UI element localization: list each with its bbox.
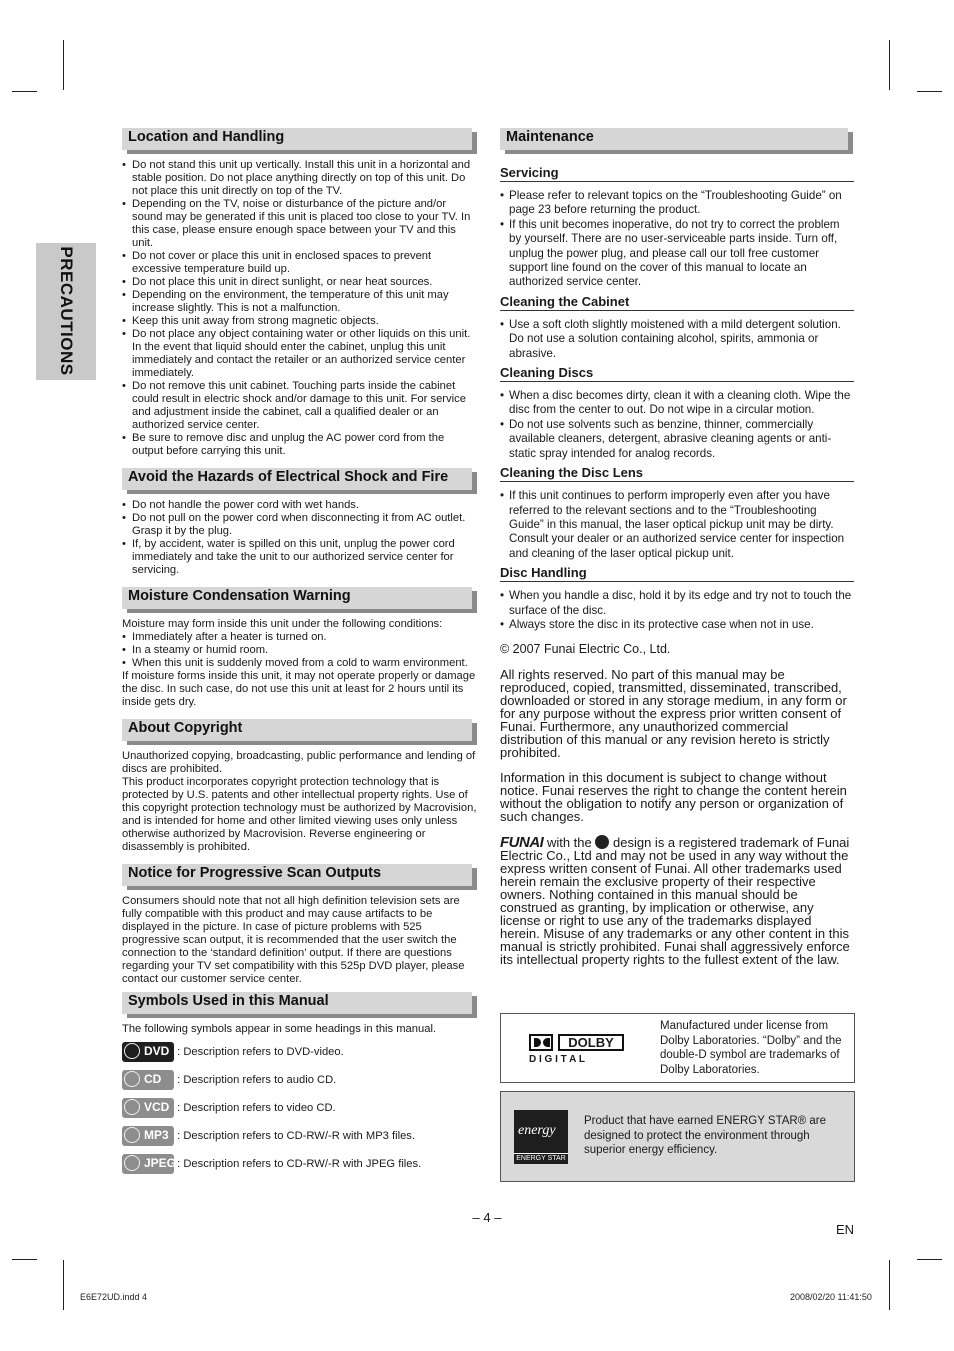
list-item: • If this unit becomes inoperative, do not try to correct the problem by yourself. There are no user-serviceable parts inside. Turn off, unplug the power plug, and please call our toll free customer support line found on the cover of this manual to locate an authorized service center.	[500, 218, 854, 290]
cd-badge-icon: CD	[122, 1070, 174, 1090]
list-item: • Do not pull on the power cord when disconnecting it from AC outlet. Grasp it by the plug.	[122, 512, 478, 538]
moisture-list	[122, 631, 478, 670]
list-item: • Always store the disc in its protective case when not in use.	[500, 618, 854, 632]
progressive-heading: Notice for Progressive Scan Outputs	[122, 864, 472, 886]
list-item: • Do not place this unit in direct sunlight, or near heat sources.	[122, 276, 478, 289]
list-item: • Be sure to remove disc and unplug the AC power cord from the output before carrying this unit.	[122, 432, 478, 458]
language-label: EN	[836, 1222, 855, 1237]
funai-logo: FUNAI	[500, 834, 544, 852]
trademark-text	[500, 835, 854, 966]
symbol-description: : Description refers to video CD.	[177, 1101, 336, 1114]
list-item: • When you handle a disc, hold it by its edge and try not to touch the surface of the disc.	[500, 589, 854, 618]
symbol-description: : Description refers to audio CD.	[177, 1073, 337, 1086]
discs-heading: Cleaning Discs	[500, 366, 854, 382]
jpeg-badge-icon: JPEG	[122, 1154, 174, 1174]
dolby-text: Manufactured under license from Dolby Laboratories. “Dolby” and the double-D symbol are trademarks of Dolby Laboratories.	[660, 1020, 842, 1076]
dolby-box	[500, 1013, 855, 1083]
list-item: • Do not remove this unit cabinet. Touching parts inside the cabinet could result in electric shock and/or damage to this unit. For service and adjustment inside the cabinet, call a qualified dealer or an authorized service center.	[122, 380, 478, 432]
left-column	[122, 128, 478, 1182]
energy-star-box	[500, 1091, 855, 1182]
moisture-heading: Moisture Condensation Warning	[122, 587, 472, 609]
symbol-description: : Description refers to CD-RW/-R with MP3 files.	[177, 1129, 415, 1142]
dvd-badge-icon: DVD	[122, 1042, 174, 1062]
list-item: • Depending on the TV, noise or disturbance of the picture and/or sound may be generated if this unit is placed too close to your TV. In this case, please ensure enough space between your TV and this unit.	[122, 198, 478, 250]
list-item: • If this unit continues to perform improperly even after you have referred to the relevant sections and to the “Troubleshooting Guide” in this manual, the laser optical pickup unit may be dirty. Consult your dealer or an authorized service center for inspection and cleaning of the laser optical pickup unit.	[500, 489, 854, 561]
section-tab	[36, 243, 96, 380]
symbol-description: : Description refers to DVD-video.	[177, 1045, 344, 1058]
list-item: • Do not handle the power cord with wet hands.	[122, 499, 478, 512]
footer-date: 2008/02/20 11:41:50	[790, 1292, 872, 1302]
list-item: • Do not use solvents such as benzine, thinner, commercially available cleaners, detergent, abrasive cleaning agents or anti-static spray intended for analog records.	[500, 418, 854, 461]
list-item: • When a disc becomes dirty, clean it with a cleaning cloth. Wipe the disc from the center to out. Do not wipe in a circular motion.	[500, 389, 854, 418]
list-item: • Immediately after a heater is turned on.	[122, 631, 478, 644]
section-tab-label: PRECAUTIONS	[57, 246, 76, 376]
list-item: • When this unit is suddenly moved from a cold to warm environment.	[122, 657, 478, 670]
page-number: – 4 –	[472, 1210, 502, 1225]
energy-star-logo-icon: energy ENERGY STAR	[514, 1110, 568, 1164]
symbols-heading: Symbols Used in this Manual	[122, 992, 472, 1014]
list-item: • Please refer to relevant topics on the “Troubleshooting Guide” on page 23 before returning the product.	[500, 189, 854, 218]
progressive-text: Consumers should note that not all high definition television sets are fully compatible with this product and may cause artifacts to be displayed in the picture. In case of picture problems with 525 progressive scan output, it is recommended that the user switch the connection to the ‘standard definition’ output. If there are questions regarding your TV set compatibility with this 525p DVD player, please contact our customer service center.	[122, 895, 465, 985]
symbol-row	[122, 1070, 478, 1098]
copyright-p1: Unauthorized copying, broadcasting, public performance and lending of discs are prohibited.	[122, 750, 476, 775]
symbols-list	[122, 1042, 478, 1182]
symbol-description: : Description refers to CD-RW/-R with JPEG files.	[177, 1157, 422, 1170]
location-heading: Location and Handling	[122, 128, 472, 150]
symbol-row	[122, 1126, 478, 1154]
copyright-line: © 2007 Funai Electric Co., Ltd.	[500, 642, 671, 657]
dolby-logo-icon: DOLBY D I G I T A L	[527, 1032, 627, 1068]
cabinet-list	[500, 318, 854, 361]
list-item: • Depending on the environment, the temperature of this unit may increase slightly. This is not a malfunction.	[122, 289, 478, 315]
symbol-row	[122, 1154, 478, 1182]
handling-list	[500, 589, 854, 632]
cabinet-heading: Cleaning the Cabinet	[500, 295, 854, 311]
lens-heading: Cleaning the Disc Lens	[500, 466, 854, 482]
list-item: • Keep this unit away from strong magnetic objects.	[122, 315, 478, 328]
servicing-heading: Servicing	[500, 166, 854, 182]
symbols-intro: The following symbols appear in some headings in this manual.	[122, 1023, 437, 1035]
list-item: • Do not stand this unit up vertically. Install this unit in a horizontal and stable position. Do not place anything directly on top of this unit. Do not place this unit directly on top of the TV.	[122, 159, 478, 198]
list-item: • Use a soft cloth slightly moistened with a mild detergent solution. Do not use a solution containing alcohol, spirits, ammonia or abrasive.	[500, 318, 854, 361]
hazards-list	[122, 499, 478, 577]
maintenance-heading: Maintenance	[500, 128, 848, 150]
info-text: Information in this document is subject to change without notice. Funai reserves the right to change the content herein without the obligation to notify any person or organization of such changes.	[500, 770, 847, 825]
footer-file: E6E72UD.indd 4	[80, 1292, 148, 1302]
right-column	[500, 128, 854, 966]
trademark-with: with the	[546, 835, 592, 851]
list-item: • Do not cover or place this unit in enclosed spaces to prevent excessive temperature build up.	[122, 250, 478, 276]
lens-list	[500, 489, 854, 561]
servicing-list	[500, 189, 854, 290]
hazards-heading: Avoid the Hazards of Electrical Shock and Fire	[122, 468, 472, 490]
copyright-p2: This product incorporates copyright protection technology that is protected by U.S. patents and other intellectual property rights. Use of this copyright protection technology must be authorized by Macrovision, and is intended for home and other limited viewing uses only unless otherwise authorized by Macrovision. Reverse engineering or disassembly is prohibited.	[122, 776, 477, 853]
list-item: • If, by accident, water is spilled on this unit, unplug the power cord immediately and take the unit to our authorized service center for servicing.	[122, 538, 478, 577]
list-item: • In a steamy or humid room.	[122, 644, 478, 657]
symbol-row	[122, 1042, 478, 1070]
moisture-intro: Moisture may form inside this unit under the following conditions:	[122, 618, 443, 630]
symbol-row	[122, 1098, 478, 1126]
vcd-badge-icon: VCD	[122, 1098, 174, 1118]
location-list	[122, 159, 478, 458]
copyright-heading: About Copyright	[122, 719, 472, 741]
mp3-badge-icon: MP3	[122, 1126, 174, 1146]
trademark-body: design is a registered trademark of Funai Electric Co., Ltd and may not be used in any way without the express written consent of Funai. All other trademarks used herein remain the exclusive property of their respective owners. Nothing contained in this manual should be construed as granting, by implication or otherwise, any license or right to use any of the trademarks displayed herein. Misuse of any trademarks or any other content in this manual is strictly prohibited. Funai shall aggressively enforce its intellectual property rights to the fullest extent of the law.	[500, 835, 850, 968]
discs-list	[500, 389, 854, 461]
rights-text: All rights reserved. No part of this manual may be reproduced, copied, transmitted, disseminated, transcribed, downloaded or stored in any storage medium, in any form or for any purpose without the express prior written consent of Funai. Furthermore, any unauthorized commercial distribution of this manual or any revision hereto is strictly prohibited.	[500, 667, 847, 761]
energy-star-text: Product that have earned ENERGY STAR® are designed to protect the environment through superior energy efficiency.	[584, 1115, 826, 1156]
moisture-outro: If moisture forms inside this unit, it may not operate properly or damage the disc. In such case, do not use this unit at least for 2 hours until its inside gets dry.	[122, 670, 476, 708]
funai-design-icon	[595, 835, 609, 849]
list-item: • Do not place any object containing water or other liquids on this unit. In the event that liquid should enter the cabinet, unplug this unit immediately and contact the retailer or an authorized service center immediately.	[122, 328, 478, 380]
handling-heading: Disc Handling	[500, 566, 854, 582]
